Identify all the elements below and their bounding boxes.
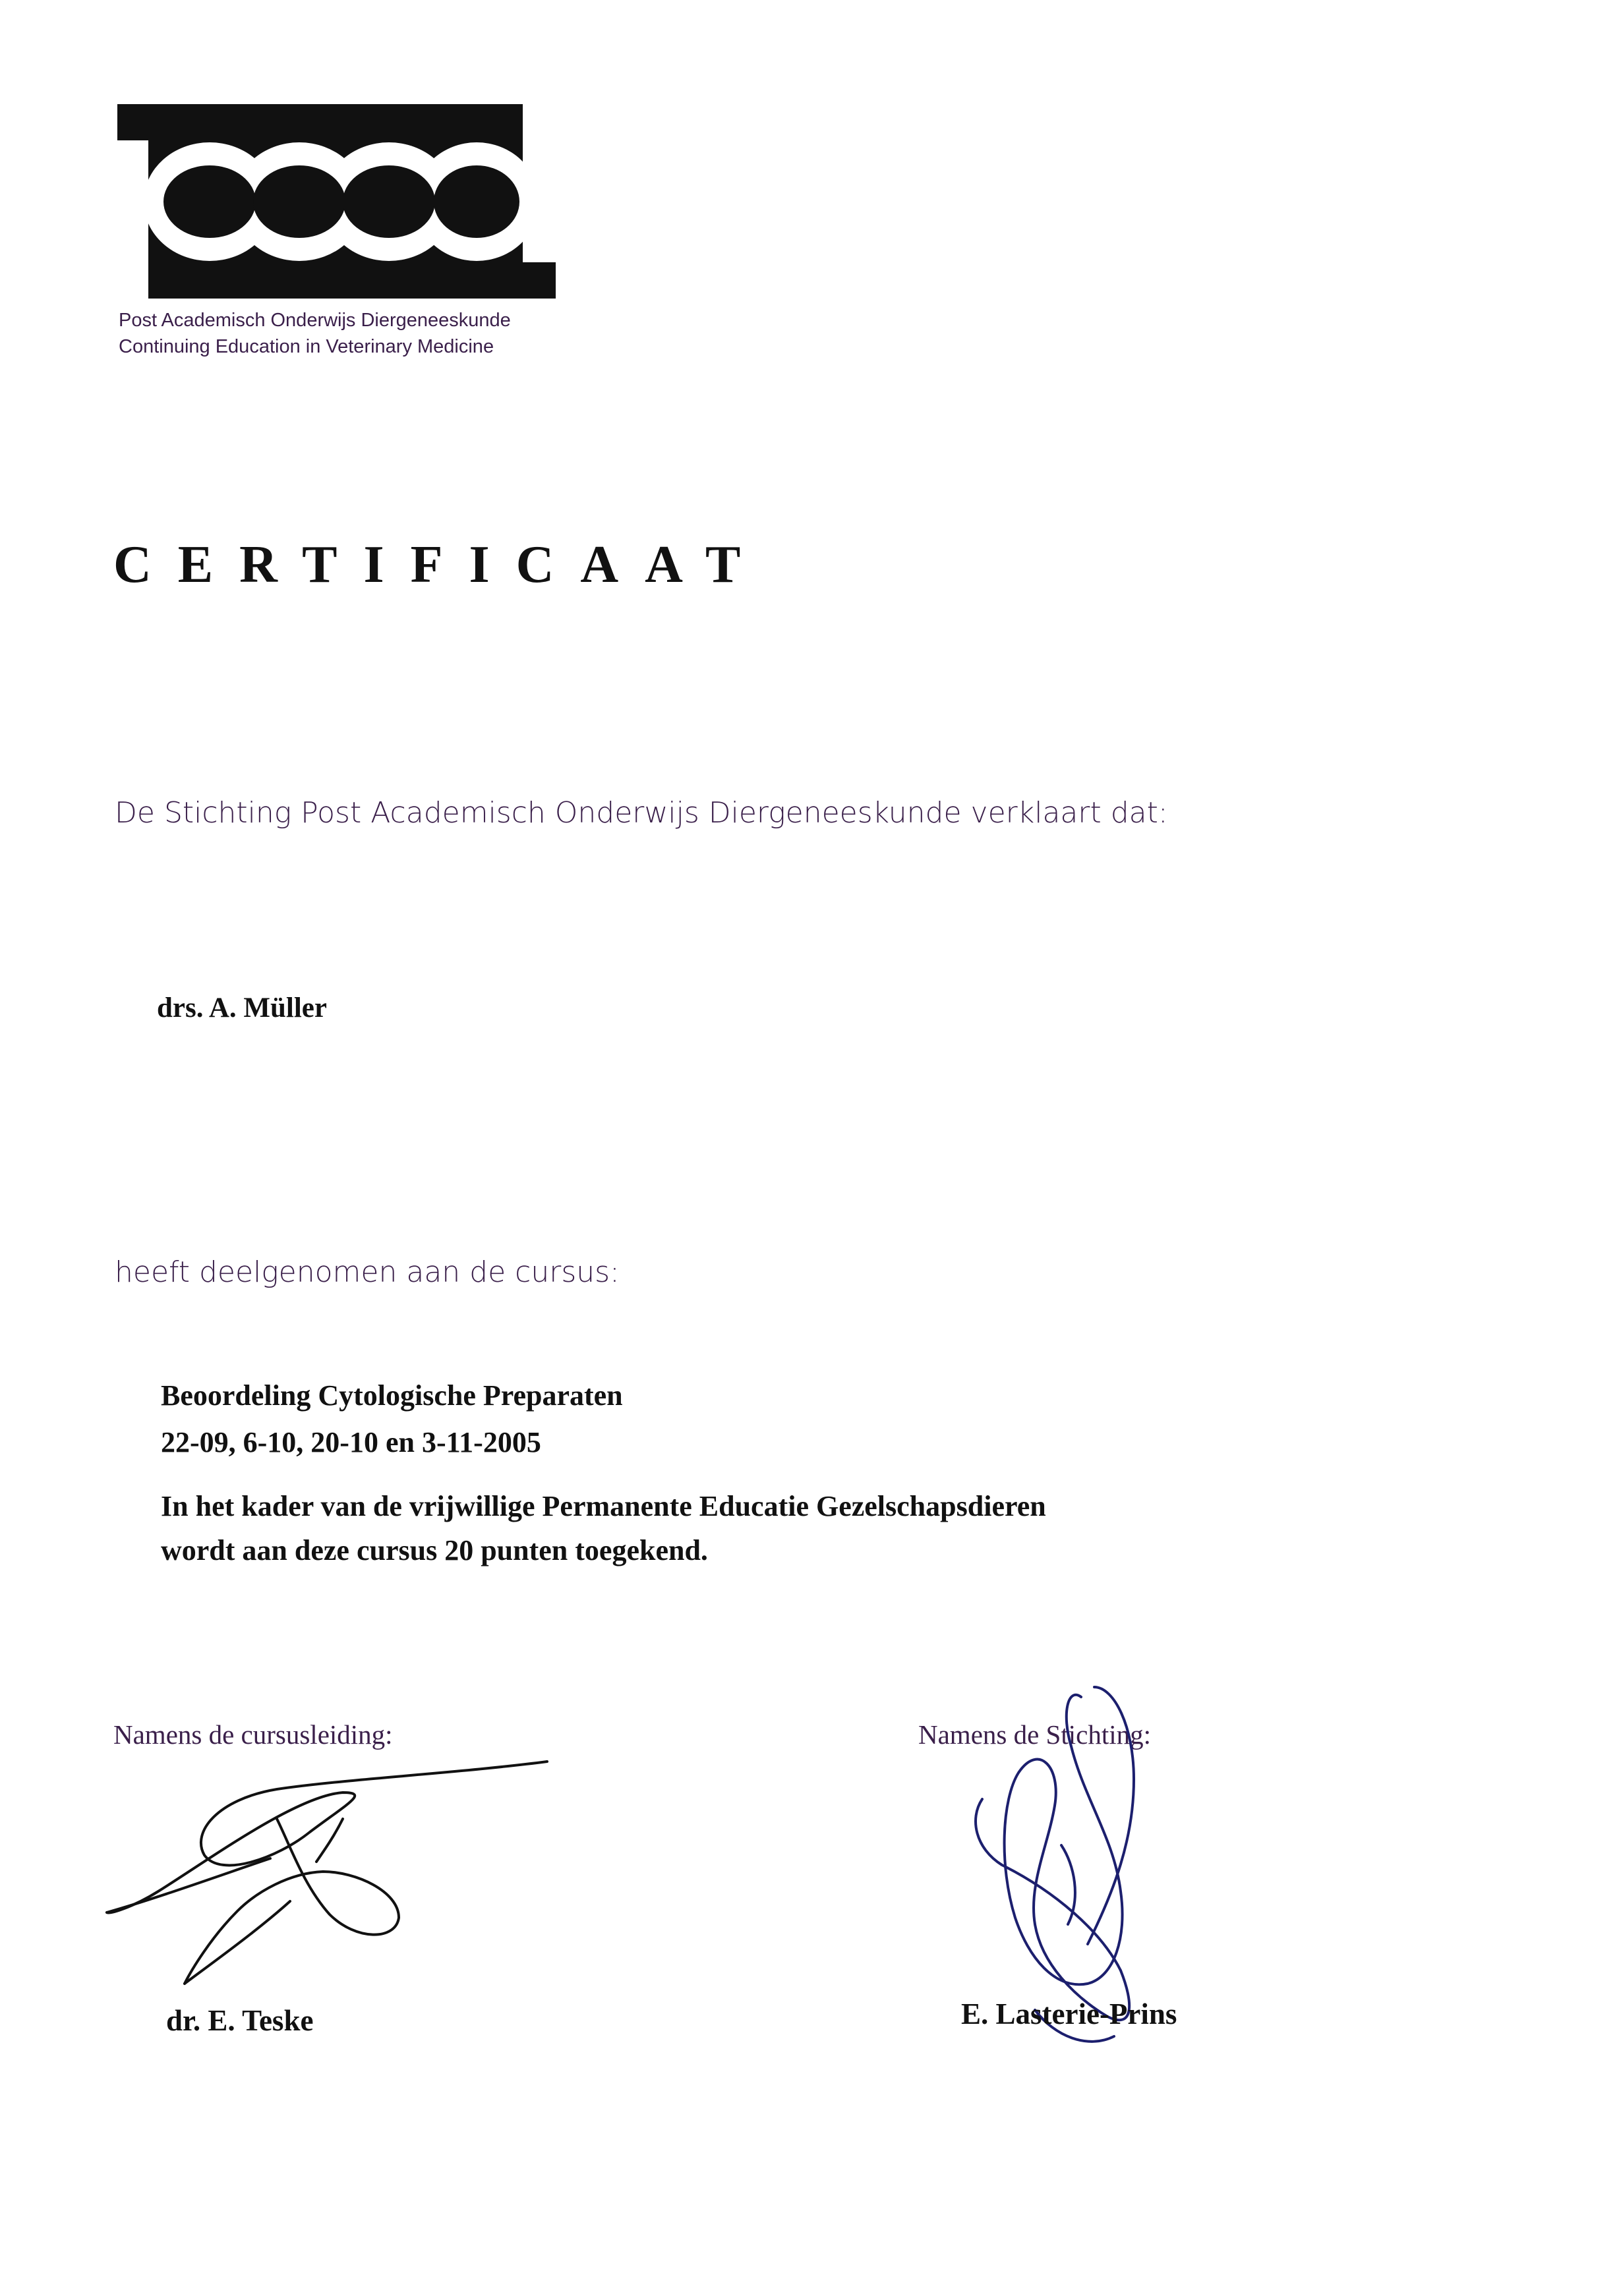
signature-left (107, 1762, 547, 1984)
participation-text: heeft deelgenomen aan de cursus: (115, 1255, 620, 1289)
signer-name-right: E. Lasterie-Prins (961, 1997, 1177, 2030)
course-dates: 22-09, 6-10, 20-10 en 3-11-2005 (161, 1426, 541, 1458)
pe-text-line-2: wordt aan deze cursus 20 punten toegekend. (161, 1534, 708, 1566)
signature-label-left: Namens de cursusleiding: (113, 1719, 393, 1750)
logo-line-en: Continuing Education in Veterinary Medicine (119, 336, 494, 357)
signature-right (976, 1687, 1134, 2042)
logo-line-nl: Post Academisch Onderwijs Diergeneeskunde (119, 310, 511, 331)
recipient-name: drs. A. Müller (157, 992, 327, 1023)
declaration-text: De Stichting Post Academisch Onderwijs Diergeneeskunde verklaart dat: (115, 796, 1168, 830)
signer-name-left: dr. E. Teske (166, 2004, 314, 2037)
signature-label-right: Namens de Stichting: (918, 1719, 1152, 1750)
pe-text-line-1: In het kader van de vrijwillige Permanente Educatie Gezelschapsdieren (161, 1490, 1046, 1522)
certificate-title: CERTIFICAAT (113, 536, 767, 594)
course-title: Beoordeling Cytologische Preparaten (161, 1379, 623, 1412)
